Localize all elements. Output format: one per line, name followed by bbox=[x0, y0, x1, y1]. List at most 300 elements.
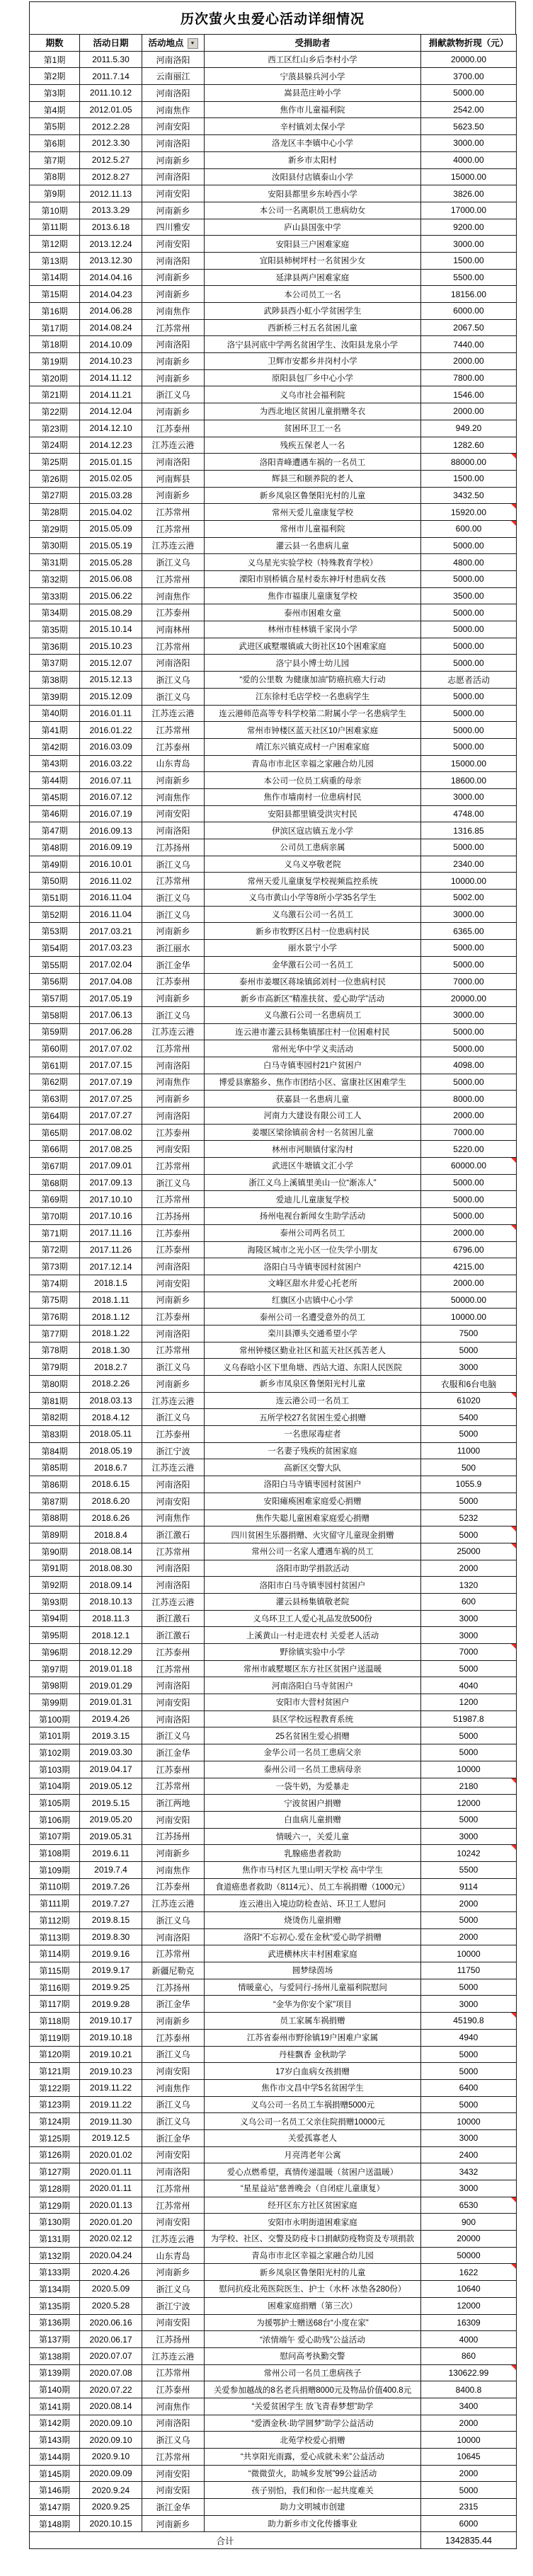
date-cell[interactable]: 2020.4.26 bbox=[80, 2264, 142, 2281]
recipient-cell[interactable]: 常州钟楼区勤业社区和蓝天社区孤苦老人 bbox=[205, 1342, 421, 1359]
date-cell[interactable]: 2018.05.19 bbox=[80, 1442, 142, 1459]
value-cell[interactable]: 1055.9 bbox=[421, 1476, 517, 1493]
date-cell[interactable]: 2015.02.05 bbox=[80, 470, 142, 487]
date-cell[interactable]: 2015.10.14 bbox=[80, 621, 142, 638]
date-cell[interactable]: 2016.11.02 bbox=[80, 873, 142, 890]
location-cell[interactable]: 河南新乡 bbox=[142, 990, 205, 1007]
period-cell[interactable]: 第105期 bbox=[30, 1795, 80, 1812]
period-cell[interactable]: 第44期 bbox=[30, 772, 80, 789]
value-cell[interactable]: 3000 bbox=[421, 1627, 517, 1644]
date-cell[interactable]: 2020.01.13 bbox=[80, 2197, 142, 2214]
period-cell[interactable]: 第125期 bbox=[30, 2129, 80, 2146]
value-cell[interactable]: 5000 bbox=[421, 1426, 517, 1443]
date-cell[interactable]: 2017.11.16 bbox=[80, 1224, 142, 1241]
date-cell[interactable]: 2019.8.30 bbox=[80, 1928, 142, 1945]
location-cell[interactable]: 浙江丽水 bbox=[142, 940, 205, 957]
location-cell[interactable]: 江苏泰州 bbox=[142, 1878, 205, 1895]
location-cell[interactable]: 河南新乡 bbox=[142, 2264, 205, 2281]
value-cell[interactable]: 3000.00 bbox=[421, 1006, 517, 1023]
recipient-cell[interactable]: 林州市桂林镇千家岗小学 bbox=[205, 621, 421, 638]
period-cell[interactable]: 第57期 bbox=[30, 990, 80, 1007]
value-cell[interactable]: 5623.50 bbox=[421, 118, 517, 135]
period-cell[interactable]: 第92期 bbox=[30, 1577, 80, 1594]
location-cell[interactable]: 江苏常州 bbox=[142, 638, 205, 655]
period-cell[interactable]: 第79期 bbox=[30, 1359, 80, 1376]
period-cell[interactable]: 第73期 bbox=[30, 1258, 80, 1275]
period-cell[interactable]: 第39期 bbox=[30, 688, 80, 705]
recipient-cell[interactable]: 安阳县三户困难家庭 bbox=[205, 236, 421, 253]
period-cell[interactable]: 第64期 bbox=[30, 1108, 80, 1125]
recipient-cell[interactable]: “金华为你安个家”项目 bbox=[205, 1996, 421, 2013]
date-cell[interactable]: 2015.05.19 bbox=[80, 537, 142, 554]
date-cell[interactable]: 2016.07.11 bbox=[80, 772, 142, 789]
period-cell[interactable]: 第81期 bbox=[30, 1392, 80, 1409]
recipient-cell[interactable]: 泰州公司一名员工患病母亲 bbox=[205, 1761, 421, 1778]
recipient-cell[interactable]: 新乡凤泉区鲁堡阳光村的儿童 bbox=[205, 2264, 421, 2281]
date-cell[interactable]: 2020.09.09 bbox=[80, 2465, 142, 2482]
recipient-cell[interactable]: 五所学校27名贫困生爱心捐赠 bbox=[205, 1409, 421, 1426]
date-cell[interactable]: 2019.7.26 bbox=[80, 1878, 142, 1895]
date-cell[interactable]: 2015.05.28 bbox=[80, 554, 142, 571]
period-cell[interactable]: 第4期 bbox=[30, 101, 80, 118]
location-cell[interactable]: 河南洛阳 bbox=[142, 822, 205, 839]
value-cell[interactable]: 5000.00 bbox=[421, 1191, 517, 1208]
date-cell[interactable]: 2019.03.30 bbox=[80, 1744, 142, 1761]
value-cell[interactable]: 5220.00 bbox=[421, 1141, 517, 1158]
date-cell[interactable]: 2017.03.21 bbox=[80, 923, 142, 940]
period-cell[interactable]: 第68期 bbox=[30, 1174, 80, 1191]
location-cell[interactable]: 河南洛阳 bbox=[142, 1108, 205, 1125]
location-cell[interactable]: 江苏常州 bbox=[142, 1342, 205, 1359]
period-cell[interactable]: 第102期 bbox=[30, 1744, 80, 1761]
location-cell[interactable]: 河南新乡 bbox=[142, 1845, 205, 1862]
recipient-cell[interactable]: 西工区红山乡后李村小学 bbox=[205, 51, 421, 68]
recipient-cell[interactable]: 泰州市困难女童 bbox=[205, 604, 421, 621]
value-cell[interactable]: 88000.00 bbox=[421, 454, 517, 471]
value-cell[interactable]: 2000.00 bbox=[421, 403, 517, 420]
period-cell[interactable]: 第135期 bbox=[30, 2297, 80, 2314]
period-cell[interactable]: 第55期 bbox=[30, 956, 80, 973]
recipient-cell[interactable]: 获嘉县一名患病儿童 bbox=[205, 1091, 421, 1108]
period-cell[interactable]: 第118期 bbox=[30, 2013, 80, 2030]
value-cell[interactable]: 60000.00 bbox=[421, 1158, 517, 1175]
recipient-cell[interactable]: 西新桥三村五名贫困儿童 bbox=[205, 319, 421, 336]
date-cell[interactable]: 2015.04.02 bbox=[80, 504, 142, 521]
date-cell[interactable]: 2014.04.23 bbox=[80, 286, 142, 303]
location-cell[interactable]: 江苏连云港 bbox=[142, 1023, 205, 1040]
location-cell[interactable]: 浙江义乌 bbox=[142, 2432, 205, 2449]
location-cell[interactable]: 河南安阳 bbox=[142, 1493, 205, 1510]
value-cell[interactable]: 12000 bbox=[421, 1795, 517, 1812]
date-cell[interactable]: 2012.11.13 bbox=[80, 185, 142, 202]
value-cell[interactable]: 5000 bbox=[421, 2063, 517, 2080]
recipient-cell[interactable]: 辉县三和颐养院的老人 bbox=[205, 470, 421, 487]
value-cell[interactable]: 6365.00 bbox=[421, 923, 517, 940]
period-cell[interactable]: 第72期 bbox=[30, 1241, 80, 1258]
period-cell[interactable]: 第63期 bbox=[30, 1091, 80, 1108]
date-cell[interactable]: 2017.07.15 bbox=[80, 1057, 142, 1074]
value-cell[interactable]: 3432 bbox=[421, 2163, 517, 2180]
period-cell[interactable]: 第80期 bbox=[30, 1376, 80, 1393]
date-cell[interactable]: 2019.11.22 bbox=[80, 2096, 142, 2113]
recipient-cell[interactable]: 洛阳白马寺镇枣园村贫困户 bbox=[205, 1258, 421, 1275]
recipient-cell[interactable]: 本公司一名离职员工患病幼女 bbox=[205, 202, 421, 219]
location-cell[interactable]: 江苏扬州 bbox=[142, 839, 205, 856]
recipient-cell[interactable]: 灌云县一名患病儿童 bbox=[205, 537, 421, 554]
recipient-cell[interactable]: 慰问高考执勤交警 bbox=[205, 2347, 421, 2364]
location-cell[interactable]: 浙江义乌 bbox=[142, 1174, 205, 1191]
recipient-cell[interactable]: 员工家属车祸捐赠 bbox=[205, 2013, 421, 2030]
date-cell[interactable]: 2020.07.08 bbox=[80, 2364, 142, 2381]
value-cell[interactable]: 2000 bbox=[421, 1928, 517, 1945]
recipient-cell[interactable]: 金华公司一名员工患病父亲 bbox=[205, 1744, 421, 1761]
value-cell[interactable]: 11750 bbox=[421, 1962, 517, 1979]
period-cell[interactable]: 第7期 bbox=[30, 151, 80, 168]
value-cell[interactable]: 860 bbox=[421, 2347, 517, 2364]
date-cell[interactable]: 2018.6.26 bbox=[80, 1510, 142, 1526]
period-cell[interactable]: 第18期 bbox=[30, 336, 80, 353]
recipient-cell[interactable]: 县区学校远程教育系统 bbox=[205, 1710, 421, 1727]
value-cell[interactable]: 500 bbox=[421, 1459, 517, 1476]
period-cell[interactable]: 第88期 bbox=[30, 1510, 80, 1526]
date-cell[interactable]: 2012.2.28 bbox=[80, 118, 142, 135]
recipient-cell[interactable]: 连云港出入境边防检查站、环卫工人慰问 bbox=[205, 1895, 421, 1912]
date-cell[interactable]: 2016.03.22 bbox=[80, 755, 142, 772]
recipient-cell[interactable]: 浙江义乌上溪镇里美山一位“渐冻人” bbox=[205, 1174, 421, 1191]
date-cell[interactable]: 2017.03.23 bbox=[80, 940, 142, 957]
date-cell[interactable]: 2011.5.30 bbox=[80, 51, 142, 68]
date-cell[interactable]: 2019.12.5 bbox=[80, 2129, 142, 2146]
location-cell[interactable]: 河南洛阳 bbox=[142, 1577, 205, 1594]
recipient-cell[interactable]: 武进区戚墅堰镇戚大街社区10个困难家庭 bbox=[205, 638, 421, 655]
location-cell[interactable]: 浙江义乌 bbox=[142, 688, 205, 705]
location-cell[interactable]: 河南安阳 bbox=[142, 1694, 205, 1711]
recipient-cell[interactable]: 青岛市市北区幸福之家融合幼儿园 bbox=[205, 755, 421, 772]
date-cell[interactable]: 2018.1.5 bbox=[80, 1275, 142, 1292]
location-cell[interactable]: 河南洛阳 bbox=[142, 655, 205, 672]
period-cell[interactable]: 第54期 bbox=[30, 940, 80, 957]
date-cell[interactable]: 2011.10.12 bbox=[80, 85, 142, 102]
recipient-cell[interactable]: 新乡市高新区“精准扶贫、爱心助学”活动 bbox=[205, 990, 421, 1007]
value-cell[interactable]: 5500 bbox=[421, 1861, 517, 1878]
value-cell[interactable]: 4215.00 bbox=[421, 1258, 517, 1275]
value-cell[interactable]: 3000 bbox=[421, 1996, 517, 2013]
value-cell[interactable]: 3826.00 bbox=[421, 185, 517, 202]
location-cell[interactable]: 浙江义乌 bbox=[142, 1359, 205, 1376]
location-cell[interactable]: 浙江义乌 bbox=[142, 554, 205, 571]
location-cell[interactable]: 河南新乡 bbox=[142, 403, 205, 420]
period-cell[interactable]: 第17期 bbox=[30, 319, 80, 336]
value-cell[interactable]: 2000 bbox=[421, 2415, 517, 2432]
period-cell[interactable]: 第122期 bbox=[30, 2079, 80, 2096]
value-cell[interactable]: 5000 bbox=[421, 1912, 517, 1929]
location-cell[interactable]: 河南新乡 bbox=[142, 1376, 205, 1393]
period-cell[interactable]: 第114期 bbox=[30, 1945, 80, 1962]
period-cell[interactable]: 第1期 bbox=[30, 51, 80, 68]
period-cell[interactable]: 第113期 bbox=[30, 1928, 80, 1945]
period-cell[interactable]: 第45期 bbox=[30, 788, 80, 805]
period-cell[interactable]: 第5期 bbox=[30, 118, 80, 135]
period-cell[interactable]: 第36期 bbox=[30, 638, 80, 655]
date-cell[interactable]: 2018.2.7 bbox=[80, 1359, 142, 1376]
location-cell[interactable]: 浙江两地 bbox=[142, 1795, 205, 1812]
period-cell[interactable]: 第147期 bbox=[30, 2499, 80, 2516]
period-cell[interactable]: 第77期 bbox=[30, 1325, 80, 1342]
period-cell[interactable]: 第146期 bbox=[30, 2482, 80, 2499]
recipient-cell[interactable]: 林州市河顺镇付家沟村 bbox=[205, 1141, 421, 1158]
location-cell[interactable]: 江苏常州 bbox=[142, 1543, 205, 1560]
value-cell[interactable]: 15920.00 bbox=[421, 504, 517, 521]
date-cell[interactable]: 2017.08.02 bbox=[80, 1124, 142, 1141]
recipient-cell[interactable]: 姜堰区梁徐镇前舍村一名贫困儿童 bbox=[205, 1124, 421, 1141]
recipient-cell[interactable]: 义乌环卫工人爱心礼品发放500份 bbox=[205, 1610, 421, 1627]
location-cell[interactable]: 河南新乡 bbox=[142, 151, 205, 168]
recipient-cell[interactable]: 洛阳青峰遭遇车祸的一名员工 bbox=[205, 454, 421, 471]
recipient-cell[interactable]: 白马寺镇枣园村21户贫困户 bbox=[205, 1057, 421, 1074]
value-cell[interactable]: 1282.60 bbox=[421, 437, 517, 454]
date-cell[interactable]: 2020.06.16 bbox=[80, 2314, 142, 2331]
date-cell[interactable]: 2020.9.24 bbox=[80, 2482, 142, 2499]
recipient-cell[interactable]: 洛阳市白马寺镇枣园村贫困户 bbox=[205, 1577, 421, 1594]
date-cell[interactable]: 2014.04.16 bbox=[80, 269, 142, 286]
recipient-cell[interactable]: 一袋牛奶，为爱暴走 bbox=[205, 1778, 421, 1795]
location-cell[interactable]: 江苏泰州 bbox=[142, 738, 205, 755]
date-cell[interactable]: 2012.3.30 bbox=[80, 135, 142, 152]
recipient-cell[interactable]: 博爱县寨豁乡、焦作市团结小区、富康社区困难学生 bbox=[205, 1074, 421, 1091]
period-cell[interactable]: 第51期 bbox=[30, 890, 80, 907]
recipient-cell[interactable]: 安阳市永明街道困难家庭 bbox=[205, 2214, 421, 2231]
location-cell[interactable]: 江苏泰州 bbox=[142, 2381, 205, 2398]
value-cell[interactable]: 5000.00 bbox=[421, 1040, 517, 1057]
date-cell[interactable]: 2016.07.19 bbox=[80, 805, 142, 822]
value-cell[interactable]: 2067.50 bbox=[421, 319, 517, 336]
date-cell[interactable]: 2018.12.29 bbox=[80, 1644, 142, 1661]
value-cell[interactable]: 1316.85 bbox=[421, 822, 517, 839]
period-cell[interactable]: 第144期 bbox=[30, 2449, 80, 2466]
value-cell[interactable]: 5000.00 bbox=[421, 738, 517, 755]
period-cell[interactable]: 第145期 bbox=[30, 2465, 80, 2482]
location-cell[interactable]: 江苏扬州 bbox=[142, 1208, 205, 1225]
period-cell[interactable]: 第140期 bbox=[30, 2381, 80, 2398]
date-cell[interactable]: 2018.1.22 bbox=[80, 1325, 142, 1342]
location-cell[interactable]: 浙江金华 bbox=[142, 2499, 205, 2516]
recipient-cell[interactable]: 野徐镇实验中小学 bbox=[205, 1644, 421, 1661]
date-cell[interactable]: 2019.04.17 bbox=[80, 1761, 142, 1778]
date-cell[interactable]: 2018.08.14 bbox=[80, 1543, 142, 1560]
period-cell[interactable]: 第106期 bbox=[30, 1811, 80, 1828]
location-cell[interactable]: 河南安阳 bbox=[142, 2314, 205, 2331]
date-cell[interactable]: 2019.11.30 bbox=[80, 2113, 142, 2130]
date-cell[interactable]: 2014.11.12 bbox=[80, 369, 142, 386]
recipient-cell[interactable]: 一名患尿毒症者 bbox=[205, 1426, 421, 1443]
period-cell[interactable]: 第90期 bbox=[30, 1543, 80, 1560]
value-cell[interactable]: 3432.50 bbox=[421, 487, 517, 504]
value-cell[interactable]: 2542.00 bbox=[421, 101, 517, 118]
location-cell[interactable]: 江苏连云港 bbox=[142, 2231, 205, 2248]
date-cell[interactable]: 2016.01.11 bbox=[80, 705, 142, 722]
date-cell[interactable]: 2017.10.16 bbox=[80, 1208, 142, 1225]
recipient-cell[interactable]: 慰问抗疫北苑医院医生、护士（水杯 冰垫各280份） bbox=[205, 2281, 421, 2298]
date-cell[interactable]: 2018.05.11 bbox=[80, 1426, 142, 1443]
date-cell[interactable]: 2018.08.30 bbox=[80, 1560, 142, 1577]
location-cell[interactable]: 江苏扬州 bbox=[142, 1979, 205, 1996]
period-cell[interactable]: 第20期 bbox=[30, 369, 80, 386]
location-cell[interactable]: 河南新乡 bbox=[142, 202, 205, 219]
value-cell[interactable]: 10000 bbox=[421, 2113, 517, 2130]
value-cell[interactable]: 4000 bbox=[421, 2331, 517, 2348]
location-cell[interactable]: 河南洛阳 bbox=[142, 1057, 205, 1074]
value-cell[interactable]: 3000.00 bbox=[421, 135, 517, 152]
location-cell[interactable]: 河南安阳 bbox=[142, 1141, 205, 1158]
date-cell[interactable]: 2020.09.10 bbox=[80, 2415, 142, 2432]
location-cell[interactable]: 河南新乡 bbox=[142, 772, 205, 789]
period-cell[interactable]: 第13期 bbox=[30, 252, 80, 269]
period-cell[interactable]: 第85期 bbox=[30, 1459, 80, 1476]
period-cell[interactable]: 第139期 bbox=[30, 2364, 80, 2381]
recipient-cell[interactable]: 洛宁县小博士幼儿园 bbox=[205, 655, 421, 672]
location-cell[interactable]: 浙江义乌 bbox=[142, 890, 205, 907]
location-cell[interactable]: 浙江义乌 bbox=[142, 1409, 205, 1426]
location-cell[interactable]: 河南焦作 bbox=[142, 1074, 205, 1091]
location-cell[interactable]: 河南焦作 bbox=[142, 1861, 205, 1878]
location-cell[interactable]: 河南洛阳 bbox=[142, 1325, 205, 1342]
period-cell[interactable]: 第12期 bbox=[30, 236, 80, 253]
value-cell[interactable]: 5000 bbox=[421, 1811, 517, 1828]
period-cell[interactable]: 第116期 bbox=[30, 1979, 80, 1996]
location-cell[interactable]: 江苏连云港 bbox=[142, 1392, 205, 1409]
period-cell[interactable]: 第8期 bbox=[30, 168, 80, 185]
recipient-cell[interactable]: 助力新乡市文化传播事业 bbox=[205, 2515, 421, 2532]
date-cell[interactable]: 2016.11.04 bbox=[80, 890, 142, 907]
recipient-cell[interactable]: 江苏省泰州市野徐镇19户困难户家属 bbox=[205, 2029, 421, 2046]
location-cell[interactable]: 江苏常州 bbox=[142, 1158, 205, 1175]
period-cell[interactable]: 第111期 bbox=[30, 1895, 80, 1912]
period-cell[interactable]: 第93期 bbox=[30, 1593, 80, 1610]
value-cell[interactable]: 4748.00 bbox=[421, 805, 517, 822]
location-cell[interactable]: 江苏泰州 bbox=[142, 1426, 205, 1443]
location-cell[interactable]: 江苏泰州 bbox=[142, 2029, 205, 2046]
recipient-cell[interactable]: 泰州公司两名员工 bbox=[205, 1224, 421, 1241]
value-cell[interactable]: 12000 bbox=[421, 2297, 517, 2314]
value-cell[interactable]: 1500.00 bbox=[421, 470, 517, 487]
date-cell[interactable]: 2019.11.22 bbox=[80, 2079, 142, 2096]
recipient-cell[interactable]: 新乡凤泉区鲁堡阳光村的儿童 bbox=[205, 487, 421, 504]
location-cell[interactable]: 河南洛阳 bbox=[142, 51, 205, 68]
recipient-cell[interactable]: 食道癌患者救助（8114元）、员工车祸捐赠（1000元） bbox=[205, 1878, 421, 1895]
location-cell[interactable]: 河南焦作 bbox=[142, 303, 205, 320]
value-cell[interactable]: 20000 bbox=[421, 2231, 517, 2248]
recipient-cell[interactable]: 义乌星光实验学校（特殊教育学校） bbox=[205, 554, 421, 571]
date-cell[interactable]: 2015.06.22 bbox=[80, 587, 142, 604]
period-cell[interactable]: 第126期 bbox=[30, 2146, 80, 2163]
location-cell[interactable]: 河南新乡 bbox=[142, 353, 205, 370]
location-cell[interactable]: 河南新乡 bbox=[142, 286, 205, 303]
value-cell[interactable]: 2315 bbox=[421, 2499, 517, 2516]
recipient-cell[interactable]: 本公司员工一名 bbox=[205, 286, 421, 303]
value-cell[interactable]: 3700.00 bbox=[421, 68, 517, 85]
recipient-cell[interactable]: 灌云县杨集镇敬老院 bbox=[205, 1593, 421, 1610]
recipient-cell[interactable]: 洛阳“不忘初心.爱在金秋”爱心助学捐赠 bbox=[205, 1928, 421, 1945]
date-cell[interactable]: 2019.05.31 bbox=[80, 1828, 142, 1845]
period-cell[interactable]: 第37期 bbox=[30, 655, 80, 672]
recipient-cell[interactable]: 困难家庭捐赠（第三次） bbox=[205, 2297, 421, 2314]
location-cell[interactable]: 河南安阳 bbox=[142, 805, 205, 822]
recipient-cell[interactable]: 安阳瘫痪困难家庭爱心捐赠 bbox=[205, 1493, 421, 1510]
value-cell[interactable]: 衣服和6台电脑 bbox=[421, 1376, 517, 1393]
date-cell[interactable]: 2018.6.7 bbox=[80, 1459, 142, 1476]
period-cell[interactable]: 第35期 bbox=[30, 621, 80, 638]
value-cell[interactable]: 45190.8 bbox=[421, 2013, 517, 2030]
value-cell[interactable]: 8000.00 bbox=[421, 1091, 517, 1108]
date-cell[interactable]: 2019.01.31 bbox=[80, 1694, 142, 1711]
recipient-cell[interactable]: 丽水景宁小学 bbox=[205, 940, 421, 957]
value-cell[interactable]: 2000 bbox=[421, 1560, 517, 1577]
location-cell[interactable]: 河南安阳 bbox=[142, 2214, 205, 2231]
location-cell[interactable]: 浙江义乌 bbox=[142, 1006, 205, 1023]
recipient-cell[interactable]: 常州天爱儿童康复学校 bbox=[205, 504, 421, 521]
location-cell[interactable]: 河南新乡 bbox=[142, 369, 205, 386]
recipient-cell[interactable]: 庐山县国张中学 bbox=[205, 219, 421, 236]
location-cell[interactable]: 河南新乡 bbox=[142, 2515, 205, 2532]
location-cell[interactable]: 河南新乡 bbox=[142, 923, 205, 940]
recipient-cell[interactable]: 汝阳县付店镇泰山小学 bbox=[205, 168, 421, 185]
value-cell[interactable]: 949.20 bbox=[421, 420, 517, 437]
location-cell[interactable]: 浙江义乌 bbox=[142, 2046, 205, 2063]
date-cell[interactable]: 2020.07.07 bbox=[80, 2347, 142, 2364]
location-cell[interactable]: 河南洛阳 bbox=[142, 1928, 205, 1945]
recipient-cell[interactable]: 武进横林庆丰村困难家庭 bbox=[205, 1945, 421, 1962]
date-cell[interactable]: 2019.9.25 bbox=[80, 1979, 142, 1996]
date-cell[interactable]: 2015.06.08 bbox=[80, 571, 142, 588]
date-cell[interactable]: 2014.12.04 bbox=[80, 403, 142, 420]
period-cell[interactable]: 第32期 bbox=[30, 571, 80, 588]
date-cell[interactable]: 2015.10.23 bbox=[80, 638, 142, 655]
location-cell[interactable]: 河南洛阳 bbox=[142, 168, 205, 185]
date-cell[interactable]: 2012.5.27 bbox=[80, 151, 142, 168]
recipient-cell[interactable]: 关爱孤寡老人 bbox=[205, 2129, 421, 2146]
date-cell[interactable]: 2013.3.29 bbox=[80, 202, 142, 219]
date-cell[interactable]: 2013.6.18 bbox=[80, 219, 142, 236]
period-cell[interactable]: 第25期 bbox=[30, 454, 80, 471]
date-cell[interactable]: 2016.07.12 bbox=[80, 788, 142, 805]
period-cell[interactable]: 第132期 bbox=[30, 2247, 80, 2264]
location-cell[interactable]: 浙江宁波 bbox=[142, 2297, 205, 2314]
recipient-cell[interactable]: 为援鄂护士赠送68台“小度在家” bbox=[205, 2314, 421, 2331]
period-cell[interactable]: 第9期 bbox=[30, 185, 80, 202]
value-cell[interactable]: 9200.00 bbox=[421, 219, 517, 236]
date-cell[interactable]: 2016.10.01 bbox=[80, 856, 142, 873]
total-label[interactable]: 合计 bbox=[30, 2532, 421, 2549]
value-cell[interactable]: 5000 bbox=[421, 1526, 517, 1543]
value-cell[interactable]: 10640 bbox=[421, 2281, 517, 2298]
period-cell[interactable]: 第110期 bbox=[30, 1878, 80, 1895]
value-cell[interactable]: 6796.00 bbox=[421, 1241, 517, 1258]
location-cell[interactable]: 江苏常州 bbox=[142, 1191, 205, 1208]
recipient-cell[interactable]: 海陵区城市之光小区一位失学小朋友 bbox=[205, 1241, 421, 1258]
period-cell[interactable]: 第96期 bbox=[30, 1644, 80, 1661]
recipient-cell[interactable]: 延津县两户困难家庭 bbox=[205, 269, 421, 286]
date-cell[interactable]: 2014.11.21 bbox=[80, 386, 142, 403]
date-cell[interactable]: 2019.9.17 bbox=[80, 1962, 142, 1979]
value-cell[interactable]: 2000 bbox=[421, 2465, 517, 2482]
location-cell[interactable]: 河南洛阳 bbox=[142, 85, 205, 102]
value-cell[interactable]: 3000 bbox=[421, 1610, 517, 1627]
date-cell[interactable]: 2019.01.29 bbox=[80, 1677, 142, 1694]
period-cell[interactable]: 第84期 bbox=[30, 1442, 80, 1459]
value-cell[interactable]: 5000 bbox=[421, 1493, 517, 1510]
value-cell[interactable]: 5000.00 bbox=[421, 537, 517, 554]
location-cell[interactable]: 江苏泰州 bbox=[142, 1761, 205, 1778]
